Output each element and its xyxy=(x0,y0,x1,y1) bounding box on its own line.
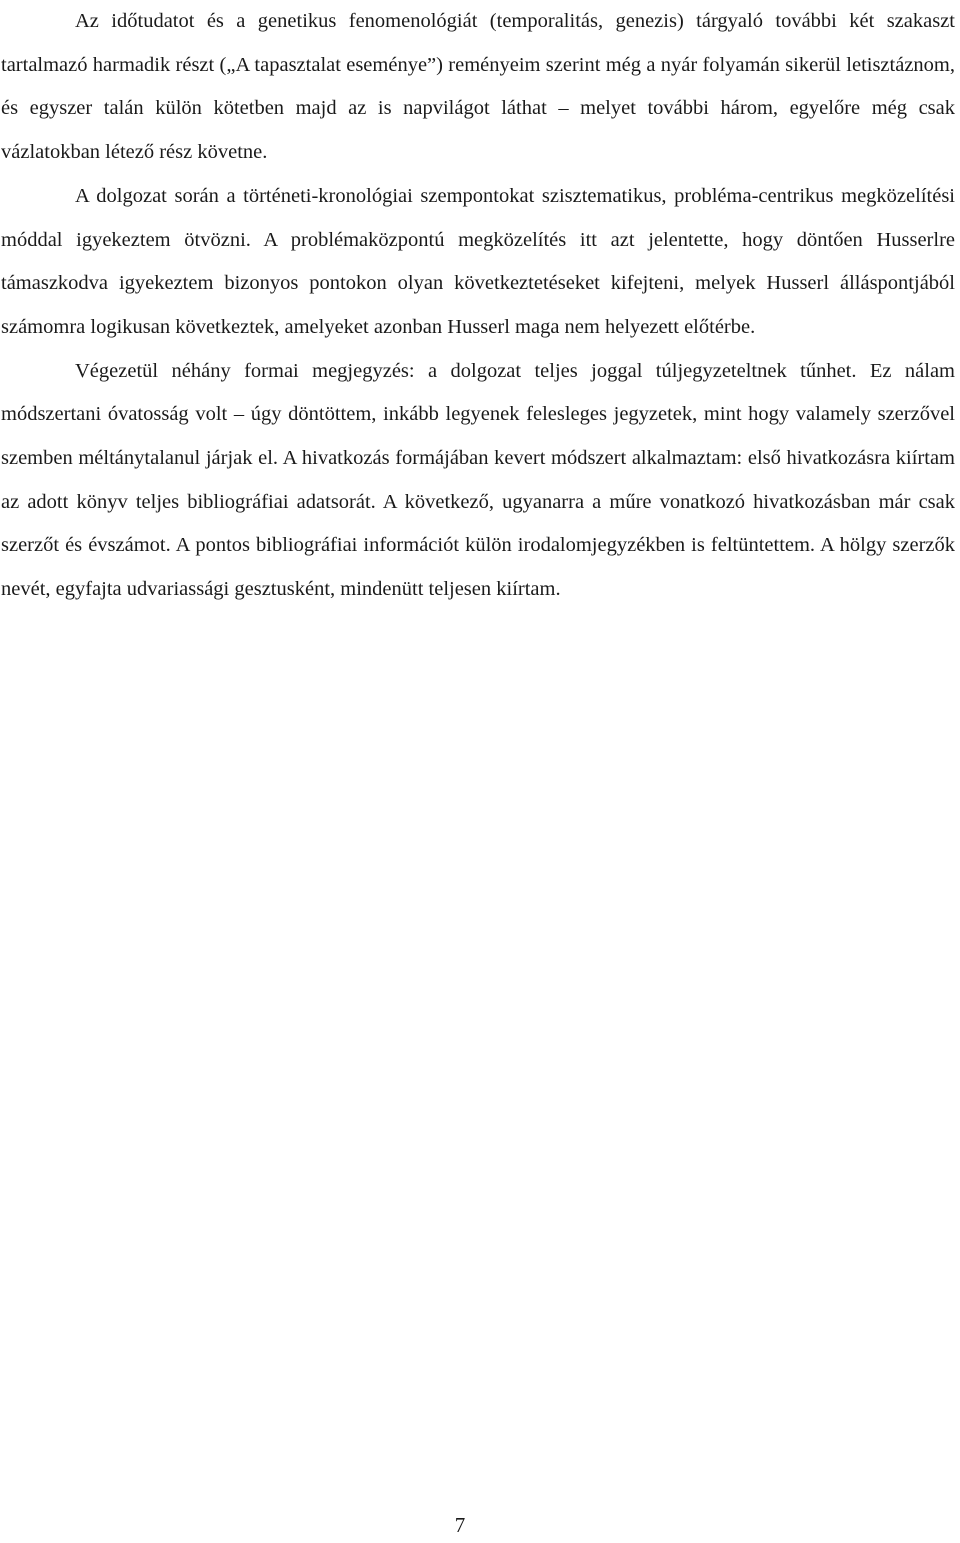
body-text xyxy=(1,0,955,612)
paragraph-methodology: A dolgozat során a történeti-kronológiai szempontokat szisztematikus, probléma-centrikus megközelítési móddal igyekeztem ötvözni. A problémaközpontú megközelítés itt azt jelentette, hogy döntően Husserlre támaszkodva igyekeztem bizonyos pontokon olyan következtetéseket kifejteni, melyek Husserl álláspontjából számomra logikusan következtek, amelyeket azonban Husserl maga nem helyezett előtérbe. xyxy=(1,184,955,338)
page-number: 7 xyxy=(454,1513,466,1537)
paragraph-third-part-plans: Az időtudatot és a genetikus fenomenológiát (temporalitás, genezis) tárgyaló további két szakaszt tartalmazó harmadik részt („A tapasztalat eseménye”) reményeim szerint még a nyár folyamán sikerül letisztáznom, és egyszer talán külön kötetben majd az is napvilágot láthat – melyet további három, egyelőre még csak vázlatokban létező rész követne. xyxy=(1,10,955,164)
paragraph-formal-notes: Végezetül néhány formai megjegyzés: a dolgozat teljes joggal túljegyzeteltnek tűnhet. Ez nálam módszertani óvatosság volt – úgy döntöttem, inkább legyenek felesleges jegyzetek, mint hogy valamely szerzővel szemben méltánytalanul járjak el. A hivatkozás formájában kevert módszert alkalmaztam: első hivatkozásra kiírtam az adott könyv teljes bibliográfiai adatsorát. A következő, ugyanarra a műre vonatkozó hivatkozásban már csak szerzőt és évszámot. A pontos bibliográfiai információt külön irodalomjegyzékben is feltüntettem. A hölgy szerzők nevét, egyfajta udvariassági gesztusként, mindenütt teljesen kiírtam. xyxy=(1,359,955,601)
